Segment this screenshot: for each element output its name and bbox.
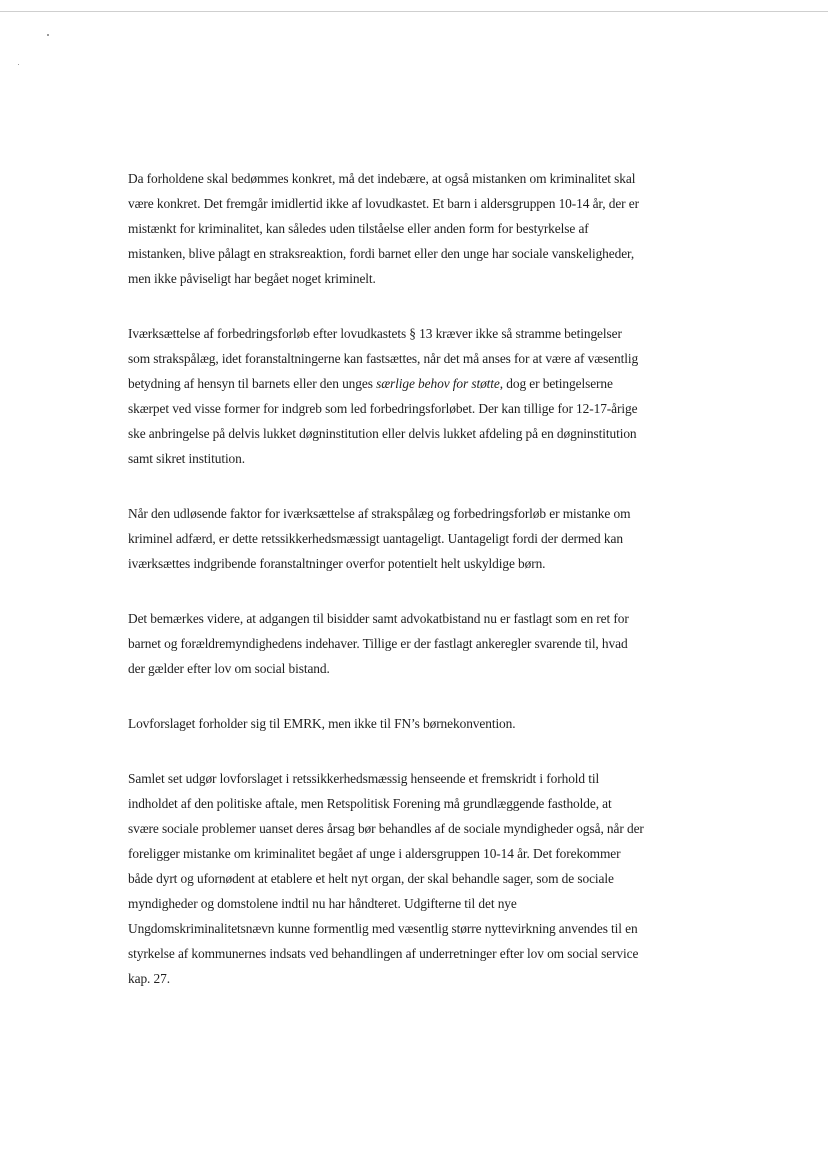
text-line: skærpet ved visse former for indgreb som led forbedringsforløbet. Der kan tillige for 12-17-årige (128, 401, 638, 416)
text-line: Det bemærkes videre, at adgangen til bisidder samt advokatbistand nu er fastlagt som en ret for (128, 611, 629, 626)
text-line: Ungdomskriminalitetsnævn kunne formentlig med væsentlig større nyttevirkning anvendes til en (128, 921, 638, 936)
text-line: foreligger mistanke om kriminalitet begået af unge i aldersgruppen 10-14 år. Det forekommer (128, 846, 621, 861)
text-line: svære sociale problemer uanset deres årsag bør behandles af de sociale myndigheder også, når der (128, 821, 644, 836)
paragraph-5 (128, 711, 692, 736)
text-line: barnet og forældremyndighedens indehaver. Tillige er der fastlagt ankeregler svarende til, hvad (128, 636, 628, 651)
text-line: indholdet af den politiske aftale, men Retspolitisk Forening må grundlæggende fastholde, at (128, 796, 612, 811)
text-line (128, 371, 692, 396)
text-line: Da forholdene skal bedømmes konkret, må det indebære, at også mistanken om kriminalitet skal (128, 171, 636, 186)
paragraph-2 (128, 321, 692, 471)
paragraph-1 (128, 166, 692, 291)
text-line: men ikke påviseligt har begået noget kriminelt. (128, 271, 376, 286)
text-line: Når den udløsende faktor for iværksættelse af strakspålæg og forbedringsforløb er mistanke om (128, 506, 631, 521)
text-line: samt sikret institution. (128, 451, 245, 466)
text-line: myndigheder og domstolene indtil nu har håndteret. Udgifterne til det nye (128, 896, 517, 911)
text-line: Samlet set udgør lovforslaget i retssikkerhedsmæssig henseende et fremskridt i forhold til (128, 771, 600, 786)
text-line: være konkret. Det fremgår imidlertid ikke af lovudkastet. Et barn i aldersgruppen 10-14 år, der er (128, 196, 639, 211)
document-body (128, 166, 692, 1021)
text-line: Lovforslaget forholder sig til EMRK, men ikke til FN’s børnekonvention. (128, 716, 516, 731)
text-line: ske anbringelse på delvis lukket døgninstitution eller delvis lukket afdeling på en døgninstitution (128, 426, 637, 441)
text-segment: , dog er betingelserne (499, 376, 613, 391)
text-line: der gælder efter lov om social bistand. (128, 661, 330, 676)
paragraph-6 (128, 766, 692, 991)
text-segment: betydning af hensyn til barnets eller den unges (128, 376, 377, 391)
text-line: som strakspålæg, idet foranstaltningerne kan fastsættes, når det må anses for at være af væsentlig (128, 351, 639, 366)
text-line: styrkelse af kommunernes indsats ved behandlingen af underretninger efter lov om social service (128, 946, 639, 961)
text-line: både dyrt og ufornødent at etablere et helt nyt organ, der skal behandle sager, som de sociale (128, 871, 614, 886)
text-line: kriminel adfærd, er dette retssikkerhedsmæssigt uantageligt. Uantageligt fordi der dermed kan (128, 531, 623, 546)
paragraph-4 (128, 606, 692, 681)
text-line: kap. 27. (128, 971, 170, 986)
italic-emphasis: særlige behov for støtte (376, 376, 500, 391)
text-line: iværksættes indgribende foranstaltninger overfor potentielt helt uskyldige børn. (128, 556, 546, 571)
scan-speck (18, 64, 19, 65)
text-line: Iværksættelse af forbedringsforløb efter lovudkastets § 13 kræver ikke så stramme betingelser (128, 326, 622, 341)
text-line: mistænkt for kriminalitet, kan således uden tilståelse eller anden form for bestyrkelse af (128, 221, 589, 236)
paragraph-3 (128, 501, 692, 576)
page-top-edge-rule (0, 11, 828, 12)
scan-speck (47, 34, 49, 36)
text-line: mistanken, blive pålagt en straksreaktion, fordi barnet eller den unge har sociale vanskeligheder, (128, 246, 635, 261)
